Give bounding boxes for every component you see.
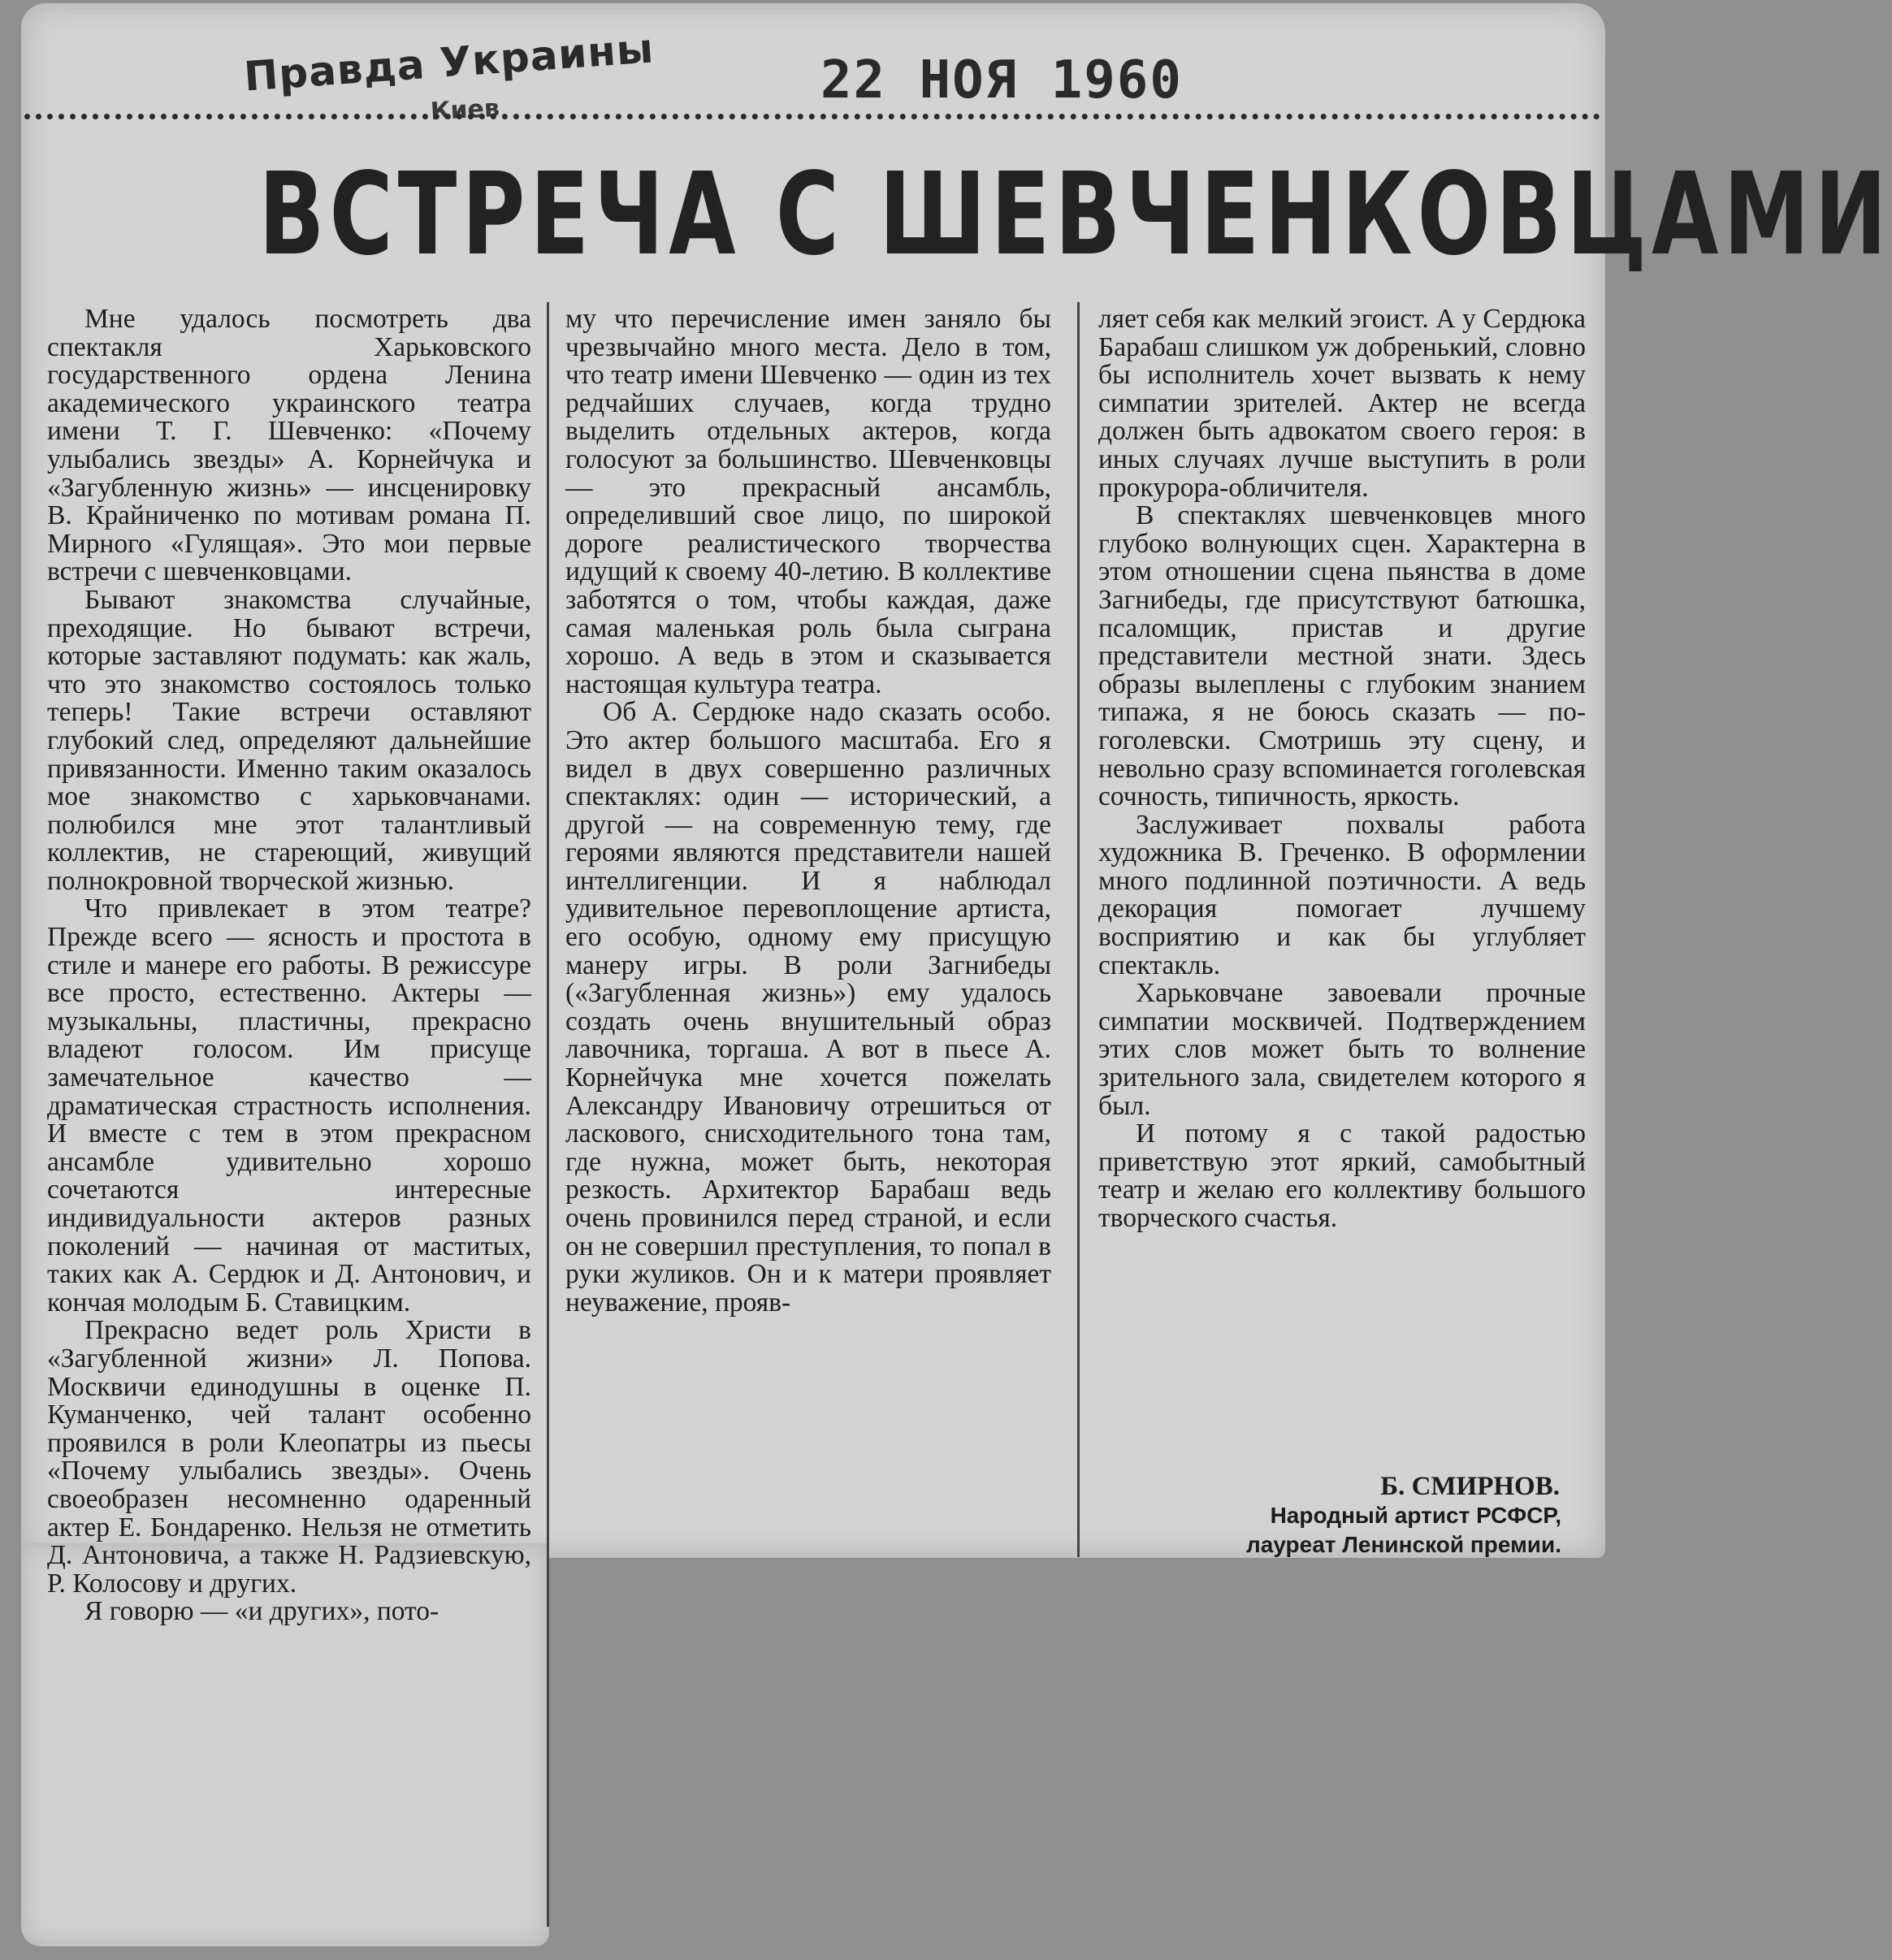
newspaper-masthead-stamp: Правда Украины <box>242 24 656 101</box>
paragraph: му что перечисление имен заняло бы чрезвычайно много места. Дело в том, что театр имени Шевченко — один из тех редчайших случаев, когда трудно выделить отдельных актеров, когда голосуют за большинство. Шевченковцы — это прекрасный ансамбль, определивший свое лицо, по широкой дороге реалистического творчества идущий к своему 40-летию. В коллективе заботятся о том, чтобы каждая, даже самая маленькая роль была сыграна хорошо. А ведь в этом и сказывается настоящая культура театра. <box>565 304 1051 699</box>
paragraph: ляет себя как мелкий эгоист. А у Сердюка Барабаш слишком уж добренький, словно бы исполнитель хочет вызвать к нему симпатии зрителей. Актер не всегда должен быть адвокатом своего героя: в иных случаях лучше выступить в роли прокурора-обличителя. <box>1098 304 1586 503</box>
paragraph: Я говорю — «и других», пото- <box>84 1596 439 1627</box>
paragraph: Харьковчане завоевали прочные симпатии москвичей. Подтверждением этих слов может быть то волнение зрительного зала, свидетелем которого я был. <box>1098 978 1586 1121</box>
column-rule-2 <box>1077 302 1080 1557</box>
paragraph: Бывают знакомства случайные, преходящие. Но бывают встречи, которые заставляют подумать: как жаль, что это знакомство состоялось только теперь! Такие встречи оставляют глубокий след, определяют дальнейшие привязанности. Именно таким оказалось мое знакомство с харьковчанами. полюбился мне этот талантливый коллектив, не стареющий, живущий полнокровной творческой жизнью. <box>47 584 531 896</box>
paragraph: Что привлекает в этом театре? Прежде всего — ясность и простота в стиле и манере его работы. В режиссуре все просто, естественно. Актеры — музыкальны, пластичны, прекрасно владеют голосом. Им присуще замечательное качество — драматическая страстность исполнения. И вместе с тем в этом прекрасном ансамбле удивительно хорошо сочетаются интересные индивидуальности актеров разных поколений — начиная от маститых, таких как А. Сердюк и Д. Антонович, и кончая молодым Б. Ставицким. <box>47 893 531 1317</box>
paragraph: В спектаклях шевченковцев много глубоко волнующих сцен. Характерна в этом отношении сцена пьянства в доме Загнибеды, где присутствуют батюшка, псаломщик, пристав и другие представители местной знати. Здесь образы вылеплены с глубоким знанием типажа, я не боюсь сказать — по-гоголевски. Смотришь эту сцену, и невольно сразу вспоминается гоголевская сочность, типичность, яркость. <box>1098 500 1586 812</box>
author-title-line: лауреат Ленинской премии. <box>1245 1532 1561 1557</box>
paragraph: И потому я с такой радостью приветствую этот яркий, самобытный театр и желаю его коллективу большого творческого счастья. <box>1098 1118 1586 1233</box>
article-column-2 <box>565 305 1051 1317</box>
article-column-1 <box>47 305 531 1626</box>
author-name: Б. СМИРНОВ. <box>1380 1472 1560 1501</box>
article-headline: ВСТРЕЧА С ШЕВЧЕНКОВЦАМИ <box>258 149 1892 281</box>
article-column-3 <box>1098 305 1586 1233</box>
author-title <box>1097 1501 1561 1560</box>
masthead-city: Киев <box>430 93 500 127</box>
dotted-divider <box>24 114 1600 119</box>
paragraph: Мне удалось посмотреть два спектакля Харьковского государственного ордена Ленина академического украинского театра имени Т. Г. Шевченко: «Почему улыбались звезды» А. Корнейчука и «Загубленную жизнь» — инсценировку В. Крайниченко по мотивам романа П. Мирного «Гулящая». Это мои первые встречи с шевченковцами. <box>47 304 531 587</box>
paragraph: Заслуживает похвалы работа художника В. Греченко. В оформлении много подлинной поэтичности. А ведь декорация помогает лучшему восприятию и как бы углубляет спектакль. <box>1098 809 1586 980</box>
column-rule-1 <box>547 302 549 1927</box>
author-title-line: Народный артист РСФСР, <box>1270 1503 1561 1528</box>
paragraph: Об А. Сердюке надо сказать особо. Это актер большого масштаба. Его я видел в двух совершенно различных спектаклях: один — исторический, а другой — на современную тему, где героями являются представители нашей интеллигенции. И я наблюдал удивительное перевоплощение артиста, его особую, одному ему присущую манеру игры. В роли Загнибеды («Загубленная жизнь») ему удалось создать очень внушительный образ лавочника, торгаша. А вот в пьесе А. Корнейчука мне хочется пожелать Александру Ивановичу отрешиться от ласкового, снисходительного тона там, где нужна, может быть, некоторая резкость. Архитектор Барабаш ведь очень провинился перед страной, и если он не совершил преступления, то попал в руки жуликов. Он и к матери проявляет неуважение, прояв- <box>565 697 1051 1317</box>
date-stamp: 22 НОЯ 1960 <box>820 50 1183 110</box>
paragraph: Прекрасно ведет роль Христи в «Загубленной жизни» Л. Попова. Москвичи единодушны в оценке П. Куманченко, чей талант особенно проявился в роли Клеопатры из пьесы «Почему улыбались звезды». Очень своеобразен несомненно одаренный актер Е. Бондаренко. Нельзя не отметить Д. Антоновича, а также Н. Радзиевскую, Р. Колосову и других. <box>47 1315 531 1599</box>
